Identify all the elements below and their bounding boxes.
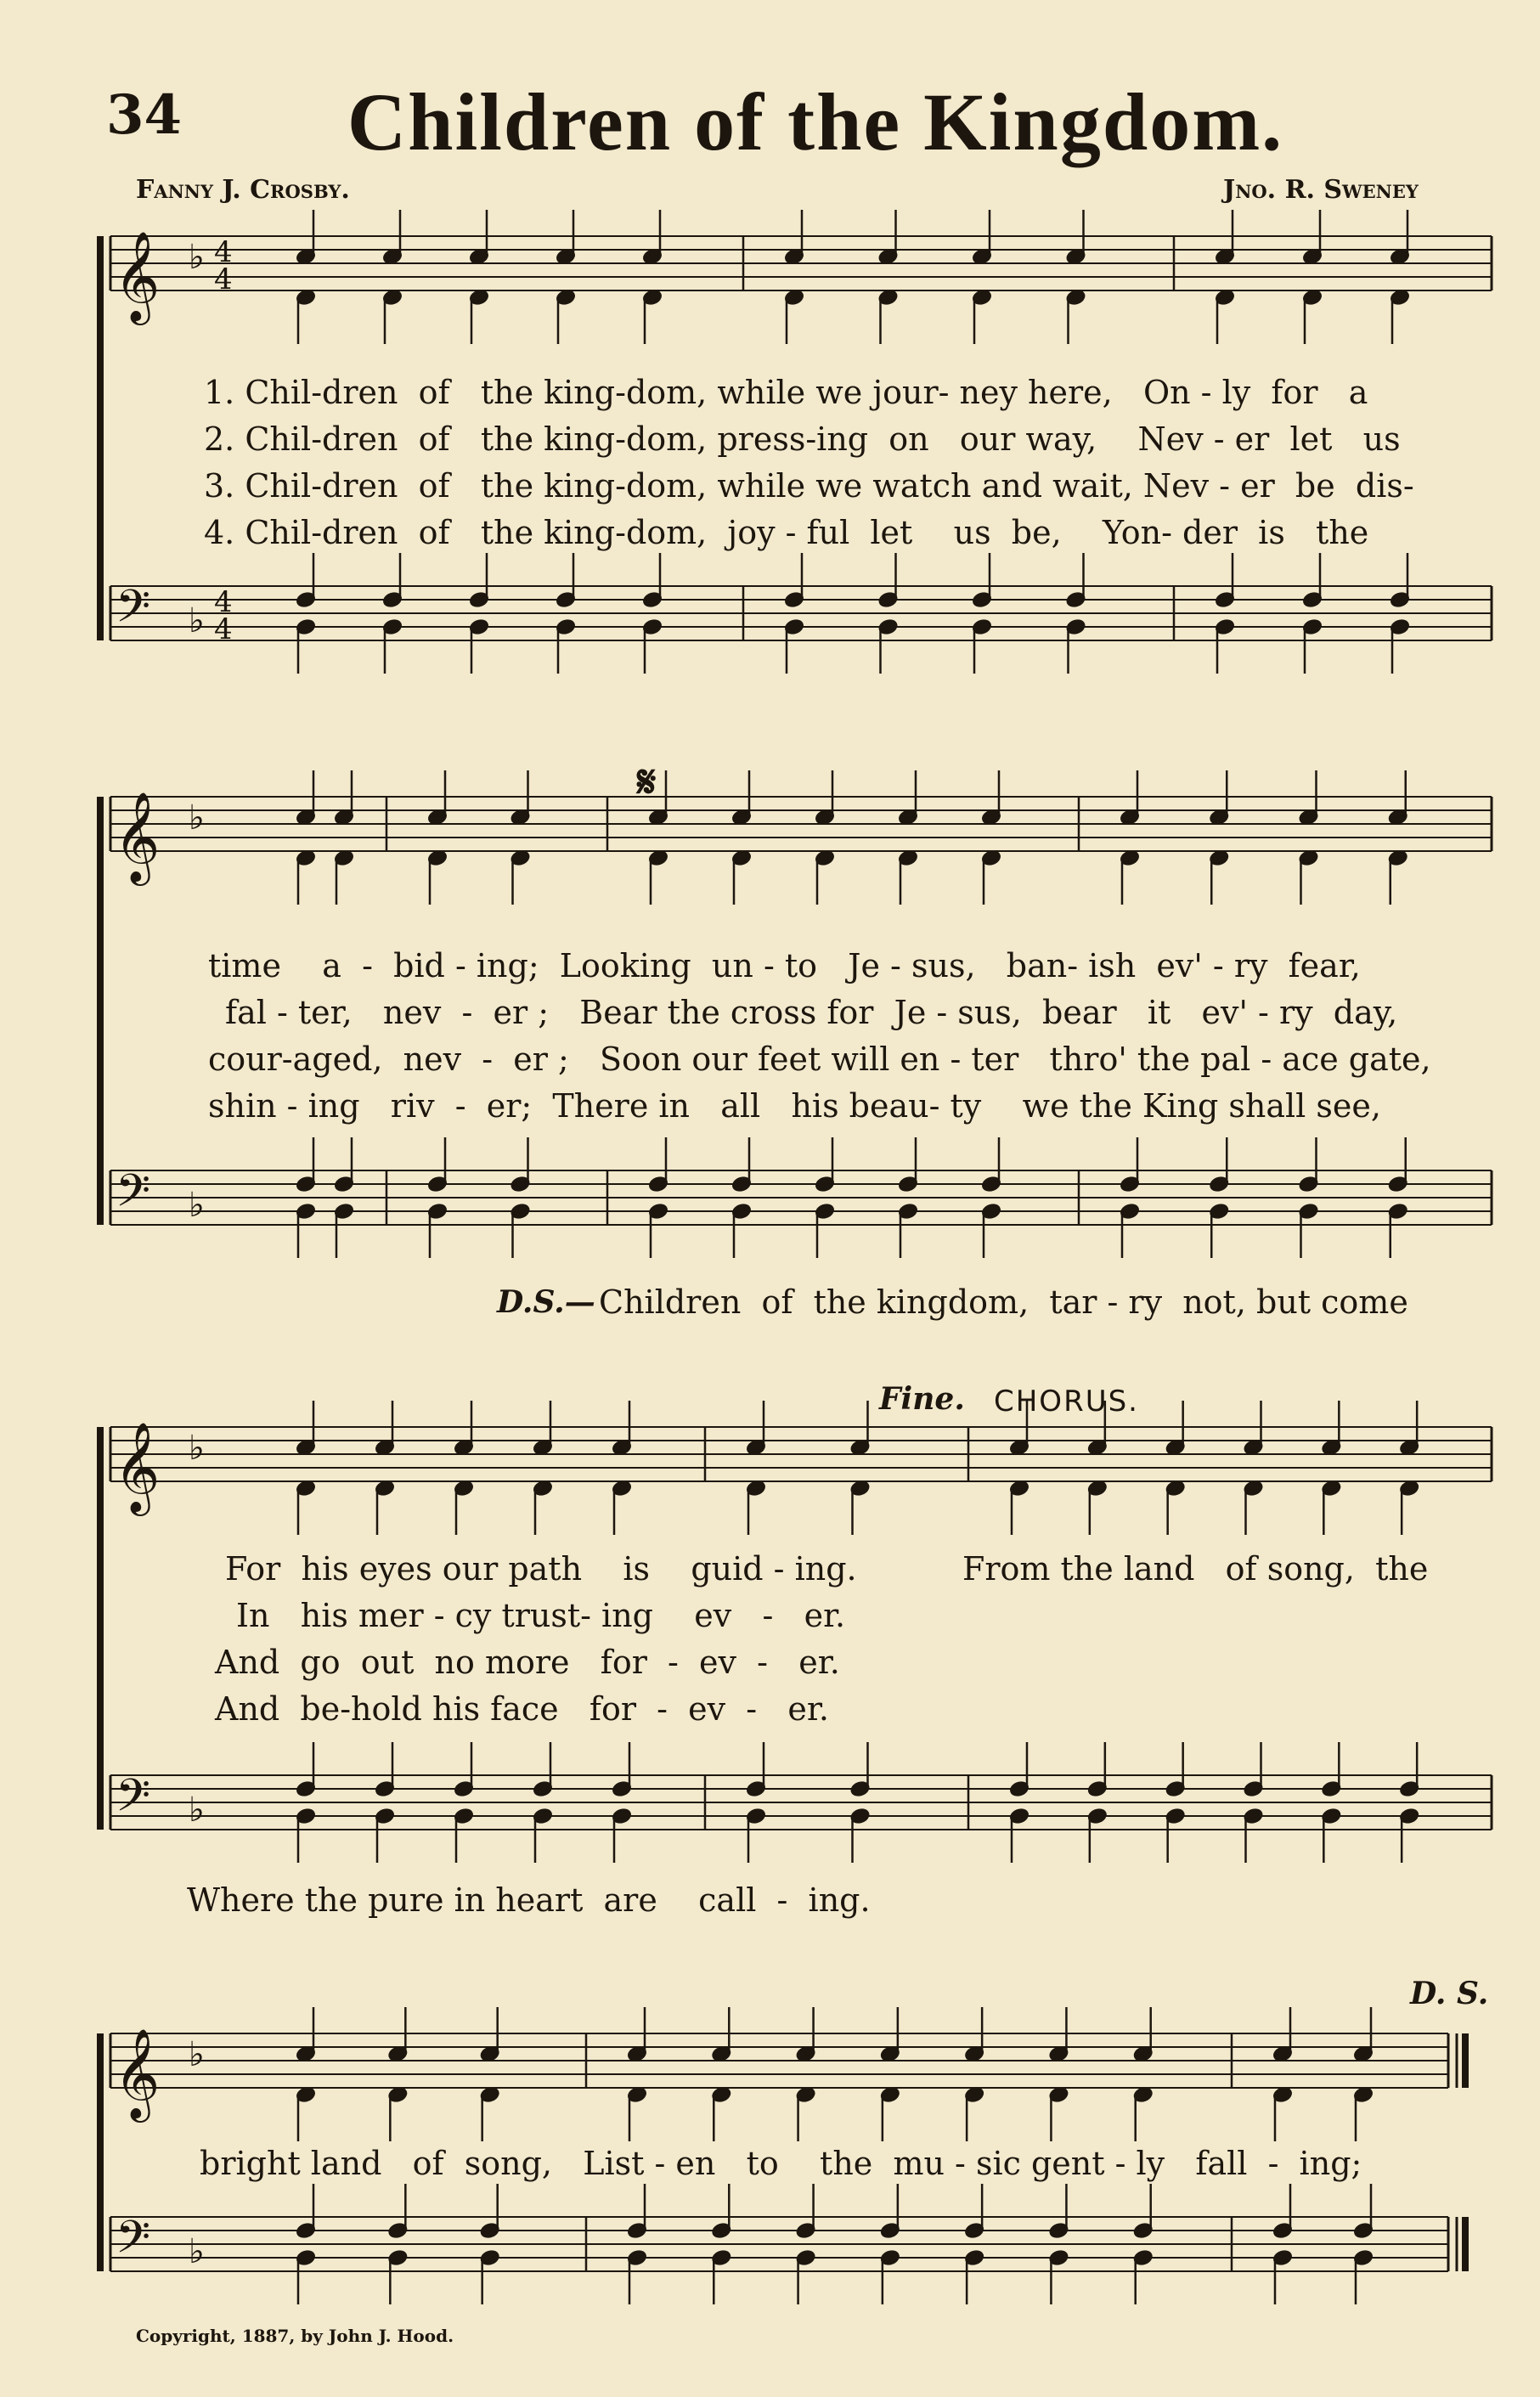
treble-clef-icon: 𝄞 bbox=[114, 1421, 161, 1512]
segno-sign: 𝄋 bbox=[637, 756, 657, 808]
lyric-s2-v3: cour-aged, nev - er ; Soon our feet will en - ter thro' the pal - ace gate, bbox=[208, 1041, 1431, 1078]
time-signature: 4 bbox=[214, 612, 233, 646]
lyric-s1-v4: 4. Chil-dren of the king-dom, joy - ful let us be, Yon- der is the bbox=[204, 514, 1369, 551]
lyric-s3-v2: In his mer - cy trust- ing ev - er. bbox=[236, 1597, 846, 1634]
lyric-s3-v3: And go out no more for - ev - er. bbox=[215, 1644, 840, 1681]
time-signature: 4 bbox=[214, 585, 233, 619]
lyric-s3-v1: For his eyes our path is guid - ing. bbox=[225, 1550, 857, 1588]
treble-clef-icon: 𝄞 bbox=[114, 791, 161, 882]
flat-icon: ♭ bbox=[189, 798, 205, 838]
flat-icon: ♭ bbox=[189, 238, 205, 277]
ds-label: D.S.— bbox=[497, 1284, 595, 1320]
treble-clef-icon: 𝄞 bbox=[114, 230, 161, 321]
flat-icon: ♭ bbox=[189, 2232, 205, 2271]
flat-icon: ♭ bbox=[189, 1429, 205, 1468]
flat-icon: ♭ bbox=[189, 601, 205, 640]
lyricist-credit: Fanny J. Crosby. bbox=[136, 175, 350, 205]
song-title: Children of the Kingdom. bbox=[347, 76, 1284, 167]
flat-icon: ♭ bbox=[189, 2035, 205, 2074]
treble-clef-icon: 𝄞 bbox=[114, 2028, 161, 2118]
lyric-s2-v2: fal - ter, nev - er ; Bear the cross for Je - sus, bear it ev' - ry day, bbox=[225, 994, 1398, 1031]
ds-lyric: Children of the kingdom, tar - ry not, but come bbox=[599, 1283, 1408, 1321]
composer-credit: Jno. R. Sweney bbox=[1223, 175, 1419, 205]
ds-end-marker: D. S. bbox=[1410, 1976, 1489, 2011]
lyric-s3-v4: And be-hold his face for - ev - er. bbox=[215, 1690, 829, 1728]
chorus-lyric: From the land of song, the bbox=[962, 1550, 1429, 1588]
lyric-s2-v1: time a - bid - ing; Looking un - to Je - sus, ban- ish ev' - ry fear, bbox=[208, 947, 1361, 984]
lyric-s1-v1: 1. Chil-dren of the king-dom, while we jour- ney here, On - ly for a bbox=[204, 374, 1368, 411]
lyric-s4-v1: bright land of song, List - en to the mu - sic gent - ly fall - ing; bbox=[200, 2145, 1362, 2182]
time-signature: 4 bbox=[214, 262, 233, 296]
page-number: 34 bbox=[106, 83, 183, 147]
fine-marker: Fine. bbox=[879, 1381, 965, 1417]
bass-clef-icon: 𝄢 bbox=[116, 2212, 151, 2275]
bass-clef-icon: 𝄢 bbox=[116, 581, 151, 644]
lyric-s1-v2: 2. Chil-dren of the king-dom, press-ing on our way, Nev - er let us bbox=[204, 420, 1401, 458]
lyric-s1-v3: 3. Chil-dren of the king-dom, while we watch and wait, Nev - er be dis- bbox=[204, 467, 1414, 505]
chorus-heading: CHORUS. bbox=[994, 1385, 1139, 1418]
bass-clef-icon: 𝄢 bbox=[116, 1165, 151, 1228]
flat-icon: ♭ bbox=[189, 1186, 205, 1225]
bass-clef-icon: 𝄢 bbox=[116, 1770, 151, 1833]
alto-lyric: Where the pure in heart are call - ing. bbox=[187, 1881, 871, 1919]
flat-icon: ♭ bbox=[189, 1791, 205, 1830]
copyright-notice: Copyright, 1887, by John J. Hood. bbox=[136, 2326, 454, 2346]
time-signature: 4 bbox=[214, 235, 233, 269]
lyric-s2-v4: shin - ing riv - er; There in all his beau- ty we the King shall see, bbox=[208, 1087, 1381, 1125]
